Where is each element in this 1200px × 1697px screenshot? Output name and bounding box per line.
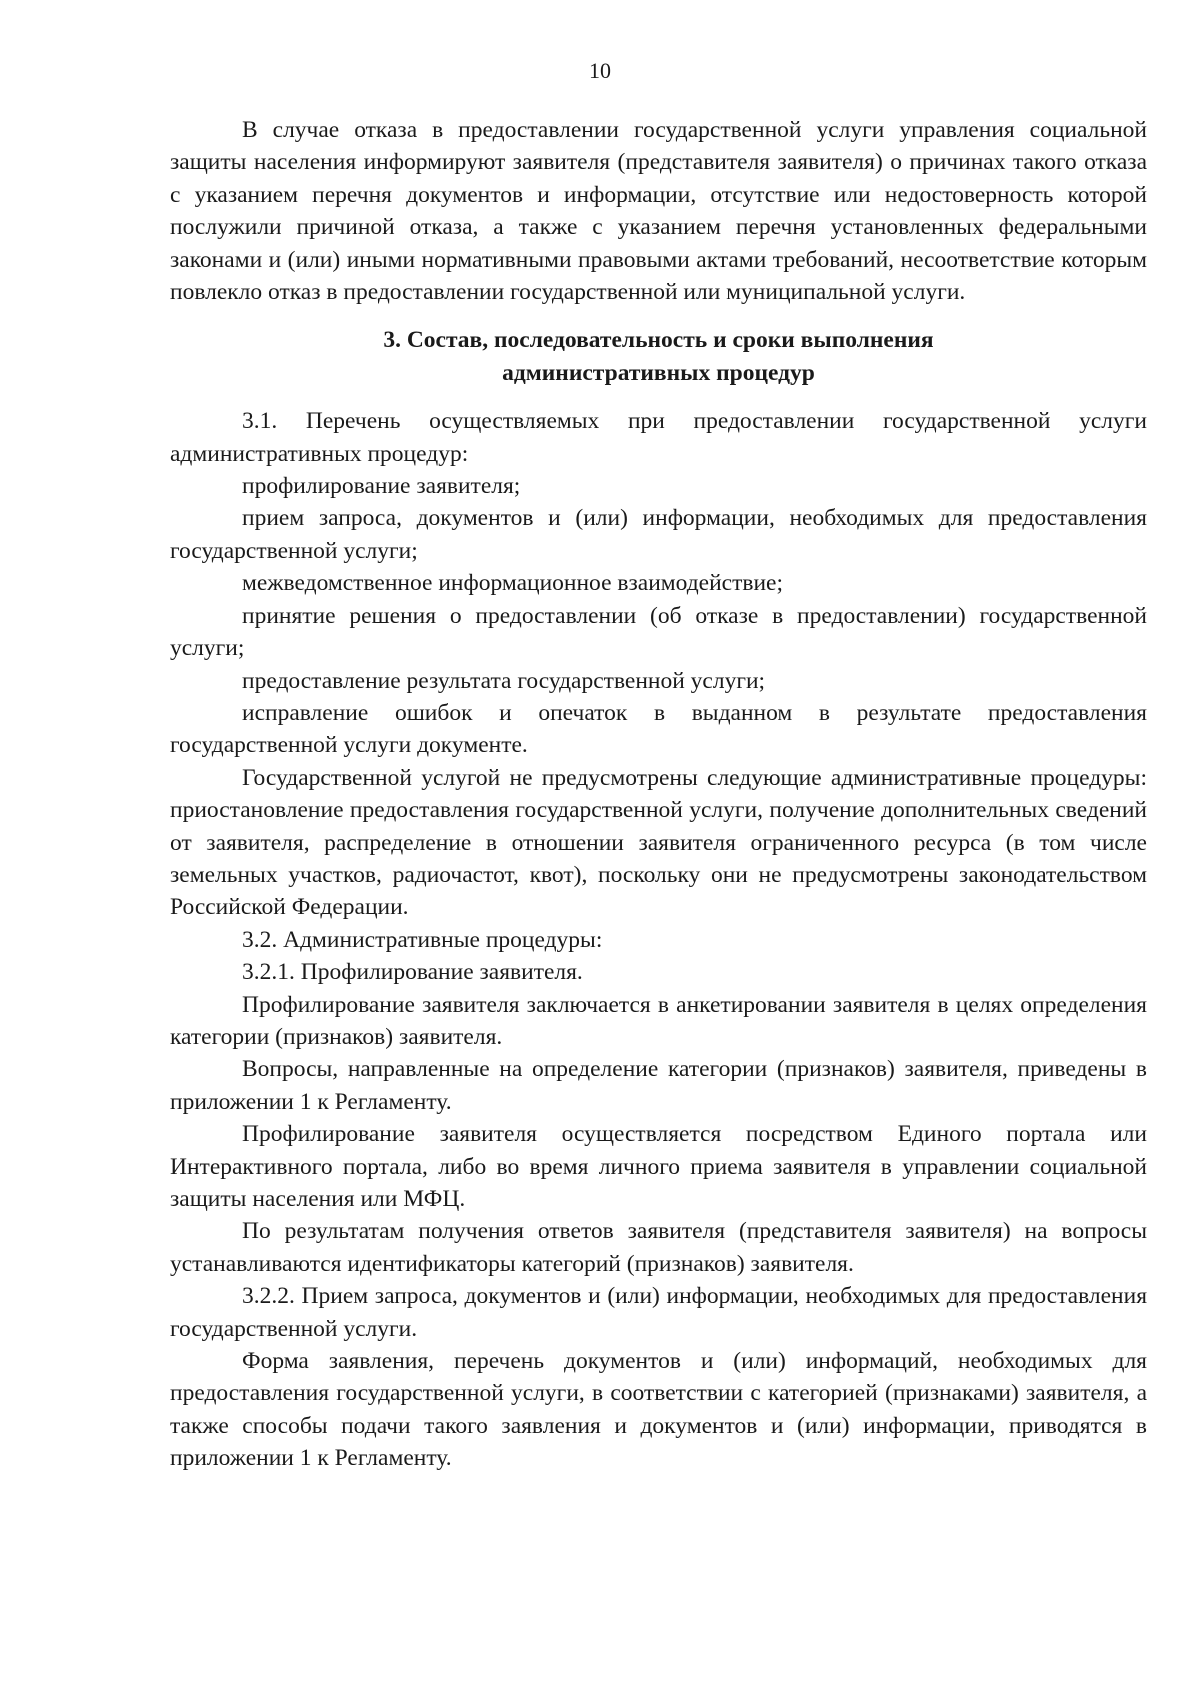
list-item-decision: принятие решения о предоставлении (об отказе в предоставлении) государственной услуги;	[170, 602, 1147, 662]
paragraph-profiling-description: Профилирование заявителя заключается в анкетировании заявителя в целях определения категории (признаков) заявителя.	[170, 991, 1147, 1050]
section-heading-line-2: административных процедур	[502, 359, 815, 386]
document-body	[170, 114, 1147, 1475]
list-item-interagency: межведомственное информационное взаимодействие;	[242, 570, 784, 597]
paragraph-application-form: Форма заявления, перечень документов и (или) информаций, необходимых для предоставления государственной услуги, в соответствии с категорией (признаками) заявителя, а также способы подачи такого заявления и документов и (или) информации, приводятся в приложении 1 к Регламенту.	[170, 1348, 1147, 1472]
paragraph-3-2-2: 3.2.2. Прием запроса, документов и (или) информации, необходимых для предоставления государственной услуги.	[170, 1283, 1147, 1342]
paragraph-profiling-questions: Вопросы, направленные на определение категории (признаков) заявителя, приведены в приложении 1 к Регламенту.	[170, 1056, 1147, 1115]
list-item-corrections: исправление ошибок и опечаток в выданном в результате предоставления государственной услуги документе.	[170, 699, 1147, 759]
paragraph-3-2: 3.2. Административные процедуры:	[242, 926, 603, 953]
section-heading	[170, 324, 1147, 389]
paragraph-3-1: 3.1. Перечень осуществляемых при предоставлении государственной услуги административных процедур:	[170, 408, 1147, 467]
page-number: 10	[589, 58, 611, 83]
list-item-profiling: профилирование заявителя;	[242, 473, 521, 500]
paragraph-3-2-1: 3.2.1. Профилирование заявителя.	[242, 959, 583, 986]
paragraph-not-provided-procedures: Государственной услугой не предусмотрены следующие административные процедуры: приостановление предоставления государственной услуги, получение дополнительных сведений от заявителя, распределение в отношении заявителя ограниченного ресурса (в том числе земельных участков, радиочастот, квот), поскольку они не предусмотрены законодательством Российской Федерации.	[170, 764, 1147, 921]
section-heading-line-1: 3. Состав, последовательность и сроки выполнения	[383, 327, 934, 354]
list-item-result: предоставление результата государственной услуги;	[242, 667, 766, 694]
paragraph-refusal-notice: В случае отказа в предоставлении государственной услуги управления социальной защиты населения информируют заявителя (представителя заявителя) о причинах такого отказа с указанием перечня документов и информации, отсутствие или недостоверность которой послужили причиной отказа, а также с указанием перечня установленных федеральными законами и (или) иными нормативными правовыми актами требований, несоответствие которым повлекло отказ в предоставлении государственной или муниципальной услуги.	[170, 117, 1147, 306]
paragraph-profiling-results: По результатам получения ответов заявителя (представителя заявителя) на вопросы устанавливаются идентификаторы категорий (признаков) заявителя.	[170, 1218, 1147, 1277]
list-item-request-intake: прием запроса, документов и (или) информации, необходимых для предоставления государственной услуги;	[170, 505, 1147, 564]
paragraph-profiling-channels: Профилирование заявителя осуществляется посредством Единого портала или Интерактивного портала, либо во время личного приема заявителя в управлении социальной защиты населения или МФЦ.	[170, 1121, 1147, 1212]
